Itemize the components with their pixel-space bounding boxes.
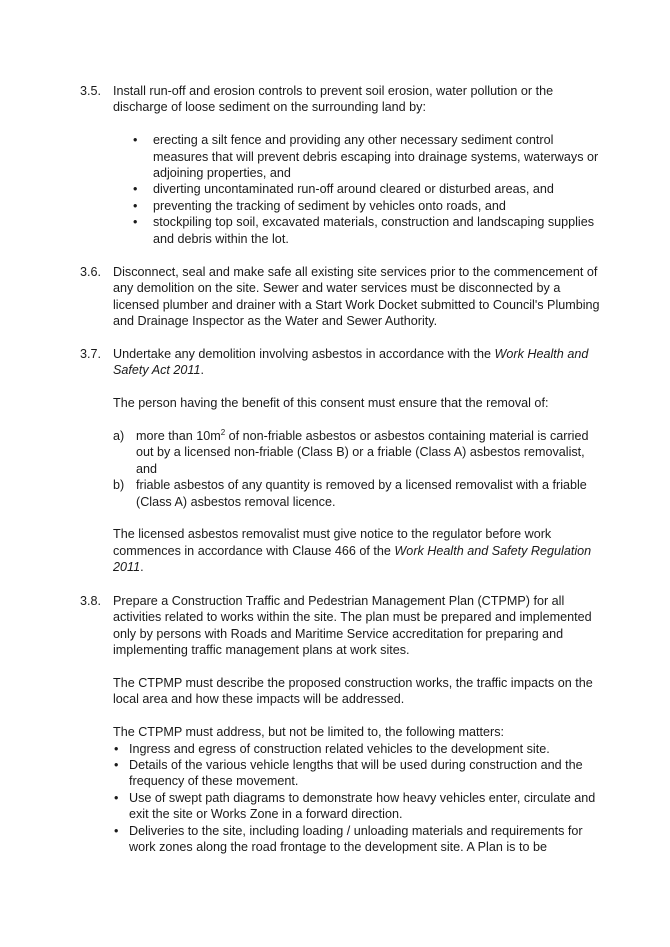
clause-paragraph: The CTPMP must describe the proposed construction works, the traffic impacts on the local area and how these impacts will be addressed. [113,676,593,707]
bullet-icon: • [133,215,138,230]
bullet-icon: • [114,790,119,805]
bullet-list [113,132,600,247]
clause-paragraph: The person having the benefit of this consent must ensure that the removal of: [113,396,549,411]
act-title: Work Health and Safety Act 2011 [113,347,589,378]
bullet-list [113,741,600,856]
clause-3-5 [80,83,600,247]
clause-3-7 [80,346,600,576]
clause-intro: Prepare a Construction Traffic and Pedestrian Management Plan (CTPMP) for all activities related to works within the site. The plan must be prepared and implemented only by persons with Roads and Maritime Service accreditation for preparing and implementing traffic management plans at work sites. [113,594,592,658]
list-item: • Ingress and egress of construction related vehicles to the development site. [114,741,550,756]
clause-text: Disconnect, seal and make safe all existing site services prior to the commencement of any demolition on the site. Sewer and water services must be disconnected by a licensed plumber and drainer with a Start Work Docket submitted to Council's Plumbing and Drainage Inspector as the Water and Sewer Authority. [113,265,600,329]
clause-3-6 [80,264,600,330]
list-item: • preventing the tracking of sediment by vehicles onto roads, and [133,198,506,213]
list-item: • Deliveries to the site, including loading / unloading materials and requirements for work zones along the road frontage to the development site. A Plan is to be [114,823,583,855]
clause-3-8 [80,593,600,855]
bullet-icon: • [114,758,119,773]
bullet-icon: • [133,182,138,197]
clause-intro: Install run-off and erosion controls to prevent soil erosion, water pollution or the discharge of loose sediment on the surrounding land by: [113,84,554,115]
clause-paragraph: The CTPMP must address, but not be limited to, the following matters: [113,725,505,740]
bullet-icon: • [133,133,138,148]
clause-number: 3.8. [80,594,102,608]
clause-number: 3.5. [80,84,102,98]
list-item: • diverting uncontaminated run-off around cleared or disturbed areas, and [133,182,554,197]
bullet-icon: • [114,741,119,756]
clause-paragraph: The licensed asbestos removalist must give notice to the regulator before work commences in accordance with Clause 466 of the Work Health and Safety Regulation 2011. [113,527,592,575]
bullet-icon: • [114,823,119,838]
list-item: • erecting a silt fence and providing any other necessary sediment control measures that will prevent debris escaping into drainage systems, waterways or adjoining properties, and [133,133,599,181]
list-item: • Use of swept path diagrams to demonstrate how heavy vehicles enter, circulate and exit the site or Works Zone in a forward direction. [114,790,596,822]
list-item: • Details of the various vehicle lengths that will be used during construction and the frequency of these movement. [114,758,583,789]
lettered-list [113,428,600,510]
list-item: b) friable asbestos of any quantity is removed by a licensed removalist with a friable (Class A) asbestos removal licence. [113,478,587,509]
clause-number: 3.6. [80,265,102,279]
bullet-icon: • [133,198,138,213]
clause-intro: Undertake any demolition involving asbestos in accordance with the Work Health and Safety Act 2011. [113,347,589,378]
clause-number: 3.7. [80,347,102,361]
list-item: a) more than $10m^2$ of non-friable asbestos or asbestos containing material is carried out by a licensed non-friable (Class B) or a friable (Class A) asbestos removalist, and [113,428,589,476]
regulation-title: Work Health and Safety Regulation 2011 [113,543,592,575]
list-item: • stockpiling top soil, excavated materials, construction and landscaping supplies and debris within the lot. [133,215,595,246]
